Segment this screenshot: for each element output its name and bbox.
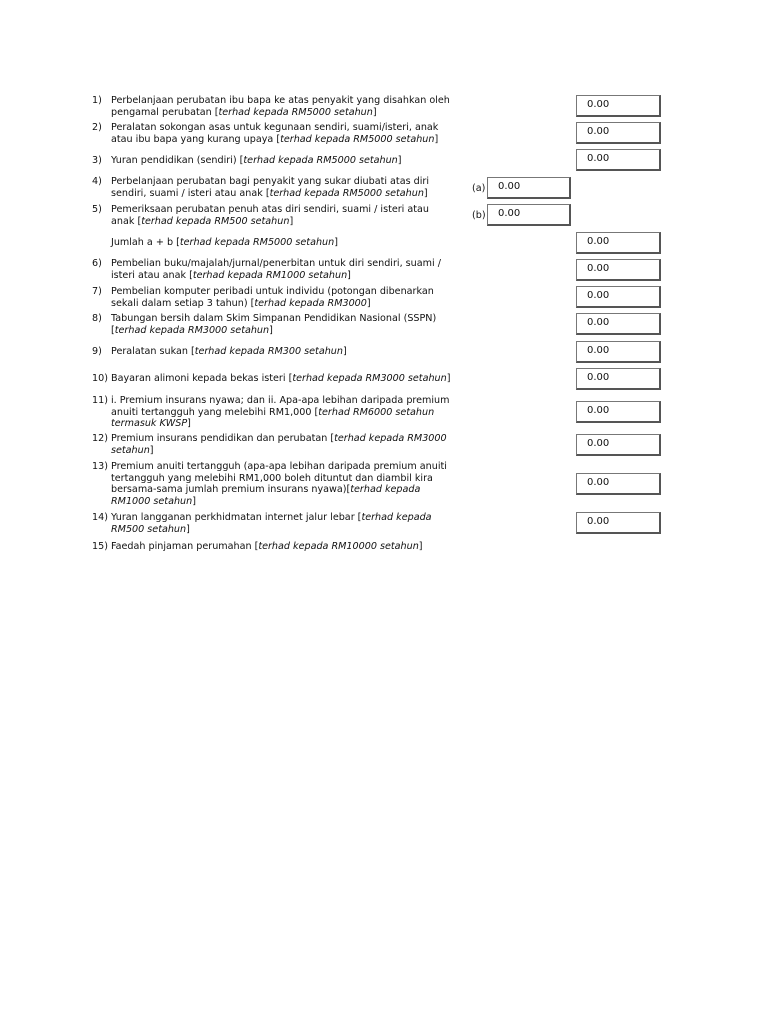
item-4a-amount-input[interactable]: 0.00 xyxy=(487,177,571,199)
item-8-number: 8) xyxy=(92,313,102,324)
item-9-number: 9) xyxy=(92,346,102,357)
item-7-number: 7) xyxy=(92,286,102,297)
item-1-amount-input[interactable]: 0.00 xyxy=(576,95,661,117)
item-13-label: Premium anuiti tertangguh (apa-apa lebihan daripada premium anuiti tertangguh yang melebihi RM1,000 boleh dituntut dan diambil kira bersama-sama jumlah premium insurans nyawa)[terhad kepada RM1000 setahun] xyxy=(111,461,447,507)
item-6-number: 6) xyxy=(92,258,102,269)
total-ab-label: Jumlah a + b [terhad kepada RM5000 setahun] xyxy=(111,237,338,248)
item-10-label: Bayaran alimoni kepada bekas isteri [terhad kepada RM3000 setahun] xyxy=(111,373,451,384)
item-5-number: 5) xyxy=(92,204,102,215)
item-3-number: 3) xyxy=(92,155,102,166)
item-4-label: Perbelanjaan perubatan bagi penyakit yang sukar diubati atas diri sendiri, suami / isteri atau anak [terhad kepada RM5000 setahun] xyxy=(111,176,429,199)
item-1-label: Perbelanjaan perubatan ibu bapa ke atas penyakit yang disahkan oleh pengamal perubatan [terhad kepada RM5000 setahun] xyxy=(111,95,450,118)
item-8-label: Tabungan bersih dalam Skim Simpanan Pendidikan Nasional (SSPN) [terhad kepada RM3000 setahun] xyxy=(111,313,437,336)
item-10-number: 10) xyxy=(92,373,108,384)
item-2-label: Peralatan sokongan asas untuk kegunaan sendiri, suami/isteri, anak atau ibu bapa yang kurang upaya [terhad kepada RM5000 setahun] xyxy=(111,122,439,145)
item-9-label: Peralatan sukan [terhad kepada RM300 setahun] xyxy=(111,346,347,357)
item-6-amount-input[interactable]: 0.00 xyxy=(576,259,661,281)
item-7-amount-input[interactable]: 0.00 xyxy=(576,286,661,308)
item-15-label: Faedah pinjaman perumahan [terhad kepada RM10000 setahun] xyxy=(111,541,423,552)
item-11-label: i. Premium insurans nyawa; dan ii. Apa-apa lebihan daripada premium anuiti tertangguh yang melebihi RM1,000 [terhad RM6000 setahun termasuk KWSP] xyxy=(111,395,450,429)
item-4a-sub-label: (a) xyxy=(472,183,486,194)
item-8-amount-input[interactable]: 0.00 xyxy=(576,313,661,335)
item-15-number: 15) xyxy=(92,541,108,552)
item-9-amount-input[interactable]: 0.00 xyxy=(576,341,661,363)
item-6-label: Pembelian buku/majalah/jurnal/penerbitan untuk diri sendiri, suami / isteri atau anak [terhad kepada RM1000 setahun] xyxy=(111,258,441,281)
item-13-number: 13) xyxy=(92,461,108,472)
item-3-label: Yuran pendidikan (sendiri) [terhad kepada RM5000 setahun] xyxy=(111,155,402,166)
item-12-amount-input[interactable]: 0.00 xyxy=(576,434,661,456)
item-11-amount-input[interactable]: 0.00 xyxy=(576,401,661,423)
item-12-label: Premium insurans pendidikan dan perubatan [terhad kepada RM3000 setahun] xyxy=(111,433,447,456)
item-14-label: Yuran langganan perkhidmatan internet jalur lebar [terhad kepada RM500 setahun] xyxy=(111,512,432,535)
item-4-number: 4) xyxy=(92,176,102,187)
item-12-number: 12) xyxy=(92,433,108,444)
item-11-number: 11) xyxy=(92,395,108,406)
item-7-label: Pembelian komputer peribadi untuk individu (potongan dibenarkan sekali dalam setiap 3 tahun) [terhad kepada RM3000] xyxy=(111,286,434,309)
item-2-number: 2) xyxy=(92,122,102,133)
total-ab-amount-input[interactable]: 0.00 xyxy=(576,232,661,254)
item-2-amount-input[interactable]: 0.00 xyxy=(576,122,661,144)
item-14-amount-input[interactable]: 0.00 xyxy=(576,512,661,534)
item-3-amount-input[interactable]: 0.00 xyxy=(576,149,661,171)
item-13-amount-input[interactable]: 0.00 xyxy=(576,473,661,495)
item-10-amount-input[interactable]: 0.00 xyxy=(576,368,661,390)
item-14-number: 14) xyxy=(92,512,108,523)
item-1-number: 1) xyxy=(92,95,102,106)
item-5b-sub-label: (b) xyxy=(472,210,486,221)
item-5-label: Pemeriksaan perubatan penuh atas diri sendiri, suami / isteri atau anak [terhad kepada RM500 setahun] xyxy=(111,204,429,227)
item-5b-amount-input[interactable]: 0.00 xyxy=(487,204,571,226)
